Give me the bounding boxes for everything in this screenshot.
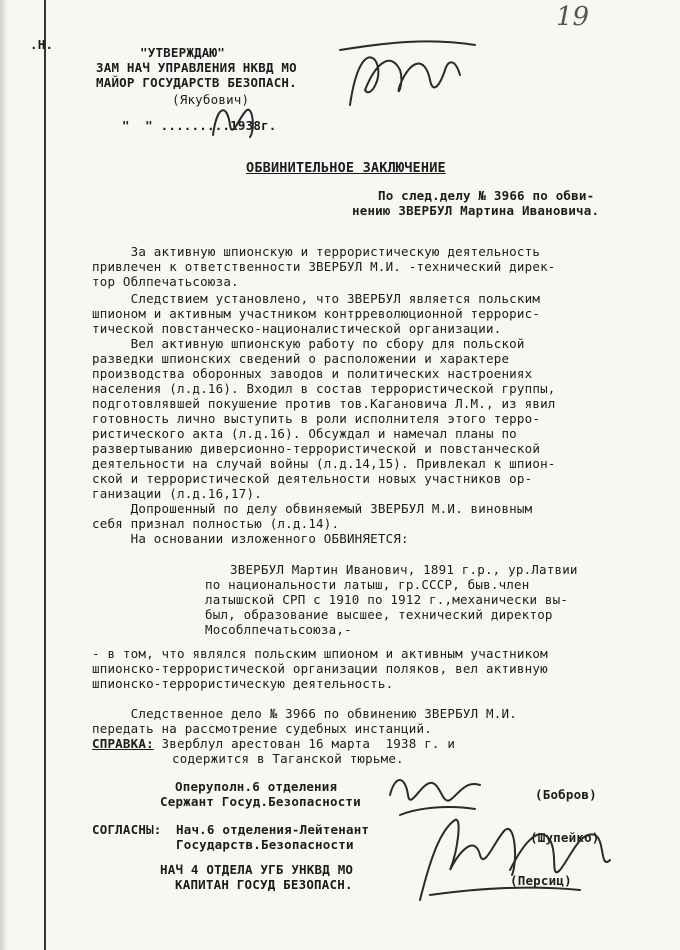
chief-title-2: КАПИТАН ГОСУД БЕЗОПАСН. (175, 877, 353, 892)
charge-line: - в том, что являлся польским шпионом и активным участником (92, 646, 548, 661)
approval-date: " " .........1938г. (122, 118, 277, 133)
body-line: подготовлявшей покушение против тов.Кагановича Л.М., из явил (92, 396, 556, 411)
body-line: шпионом и активным участником контрреволюционной террорис- (92, 306, 541, 321)
note-text: Зверблул арестован 16 марта 1938 г. и (153, 736, 456, 751)
operative-name: (Бобров) (535, 787, 597, 802)
body-line: населения (л.д.16). Входил в состав террористической группы, (92, 381, 556, 396)
body-line: развертыванию диверсионно-террористической и повстанческой (92, 441, 541, 456)
chief-title-1: НАЧ 4 ОТДЕЛА УГБ УНКВД МО (160, 862, 354, 877)
agreed-name: (Шупейко) (530, 830, 600, 845)
body-line: ристического акта (л.д.16). Обсуждал и намечал планы по (92, 426, 517, 441)
chief-signatures (400, 800, 620, 920)
agreed-title-1: Нач.6 отделения-Лейтенант (176, 822, 370, 837)
body-line: На основании изложенного ОБВИНЯЕТСЯ: (92, 531, 409, 546)
approval-name: (Якубович) (172, 92, 250, 107)
accused-line: Мособлпечатьсоюза,- (205, 622, 352, 637)
accused-line: по национальности латыш, гр.СССР, быв.член (205, 577, 530, 592)
date-initials-scribble (205, 95, 265, 145)
agreed-title-2: Государств.Безопасности (176, 837, 354, 852)
accused-line: ЗВЕРБУЛ Мартин Иванович, 1891 г.р., ур.Латвии (230, 562, 578, 577)
document-title: ОБВИНИТЕЛЬНОЕ ЗАКЛЮЧЕНИЕ (246, 160, 446, 176)
body-line: готовность лично выступить в роли исполнителя этого терро- (92, 411, 541, 426)
corner-mark: .Н. (30, 37, 54, 52)
body-line: Вел активную шпионскую работу по сбору для польской (92, 336, 525, 351)
page-number: 19 (556, 2, 590, 32)
body-line: ганизации (л.д.16,17). (92, 486, 262, 501)
operative-title-2: Сержант Госуд.Безопасности (160, 794, 361, 809)
approval-line-2: МАЙОР ГОСУДАРСТВ БЕЗОПАСН. (96, 75, 297, 90)
approval-line-1: ЗАМ НАЧ УПРАВЛЕНИЯ НКВД МО (96, 60, 297, 75)
body-line: ской и террористической деятельности новых участников ор- (92, 471, 533, 486)
body-line: разведки шпионских сведений о расположении и характере (92, 351, 510, 366)
operative-title-1: Оперуполн.6 отделения (175, 779, 338, 794)
accused-line: латышской СРП с 1910 по 1912 г.,механически вы- (205, 592, 569, 607)
conclusion-line: Следственное дело № 3966 по обвинению ЗВЕРБУЛ М.И. (92, 706, 517, 721)
body-line: Допрошенный по делу обвиняемый ЗВЕРБУЛ М.И. виновным (92, 501, 533, 516)
body-line: тор Облпечатьсоюза. (92, 274, 239, 289)
approval-signature (330, 30, 480, 120)
body-line: Следствием установлено, что ЗВЕРБУЛ является польским (92, 291, 541, 306)
body-line: привлечен к ответственности ЗВЕРБУЛ М.И. -технический дирек- (92, 259, 556, 274)
chief-name: (Персиц) (510, 873, 572, 888)
body-line: За активную шпионскую и террористическую деятельность (92, 244, 541, 259)
case-line-1: По след.делу № 3966 по обви- (378, 188, 595, 203)
case-line-2: нению ЗВЕРБУЛ Мартина Ивановича. (352, 203, 600, 218)
note-label: СПРАВКА: (92, 736, 154, 751)
conclusion-line: передать на рассмотрение судебных инстанций. (92, 721, 432, 736)
charge-line: шпионско-террористическую деятельность. (92, 676, 394, 691)
body-line: тической повстанческо-националистической организации. (92, 321, 502, 336)
body-line: деятельности на случай войны (л.д.14,15). Привлекал к шпион- (92, 456, 556, 471)
body-line: производства оборонных заводов и политических настроениях (92, 366, 533, 381)
note-line-1 (92, 736, 455, 751)
accused-line: был, образование высшее, технический директор (205, 607, 553, 622)
note-line-2: содержится в Таганской тюрьме. (172, 751, 404, 766)
scan-edge-shadow (0, 0, 8, 950)
agreed-label: СОГЛАСНЫ: (92, 822, 162, 837)
binding-margin-line (44, 0, 46, 950)
charge-line: шпионско-террористической организации поляков, вел активную (92, 661, 548, 676)
body-line: себя признал полностью (л.д.14). (92, 516, 340, 531)
approval-title: "УТВЕРЖДАЮ" (140, 45, 225, 60)
